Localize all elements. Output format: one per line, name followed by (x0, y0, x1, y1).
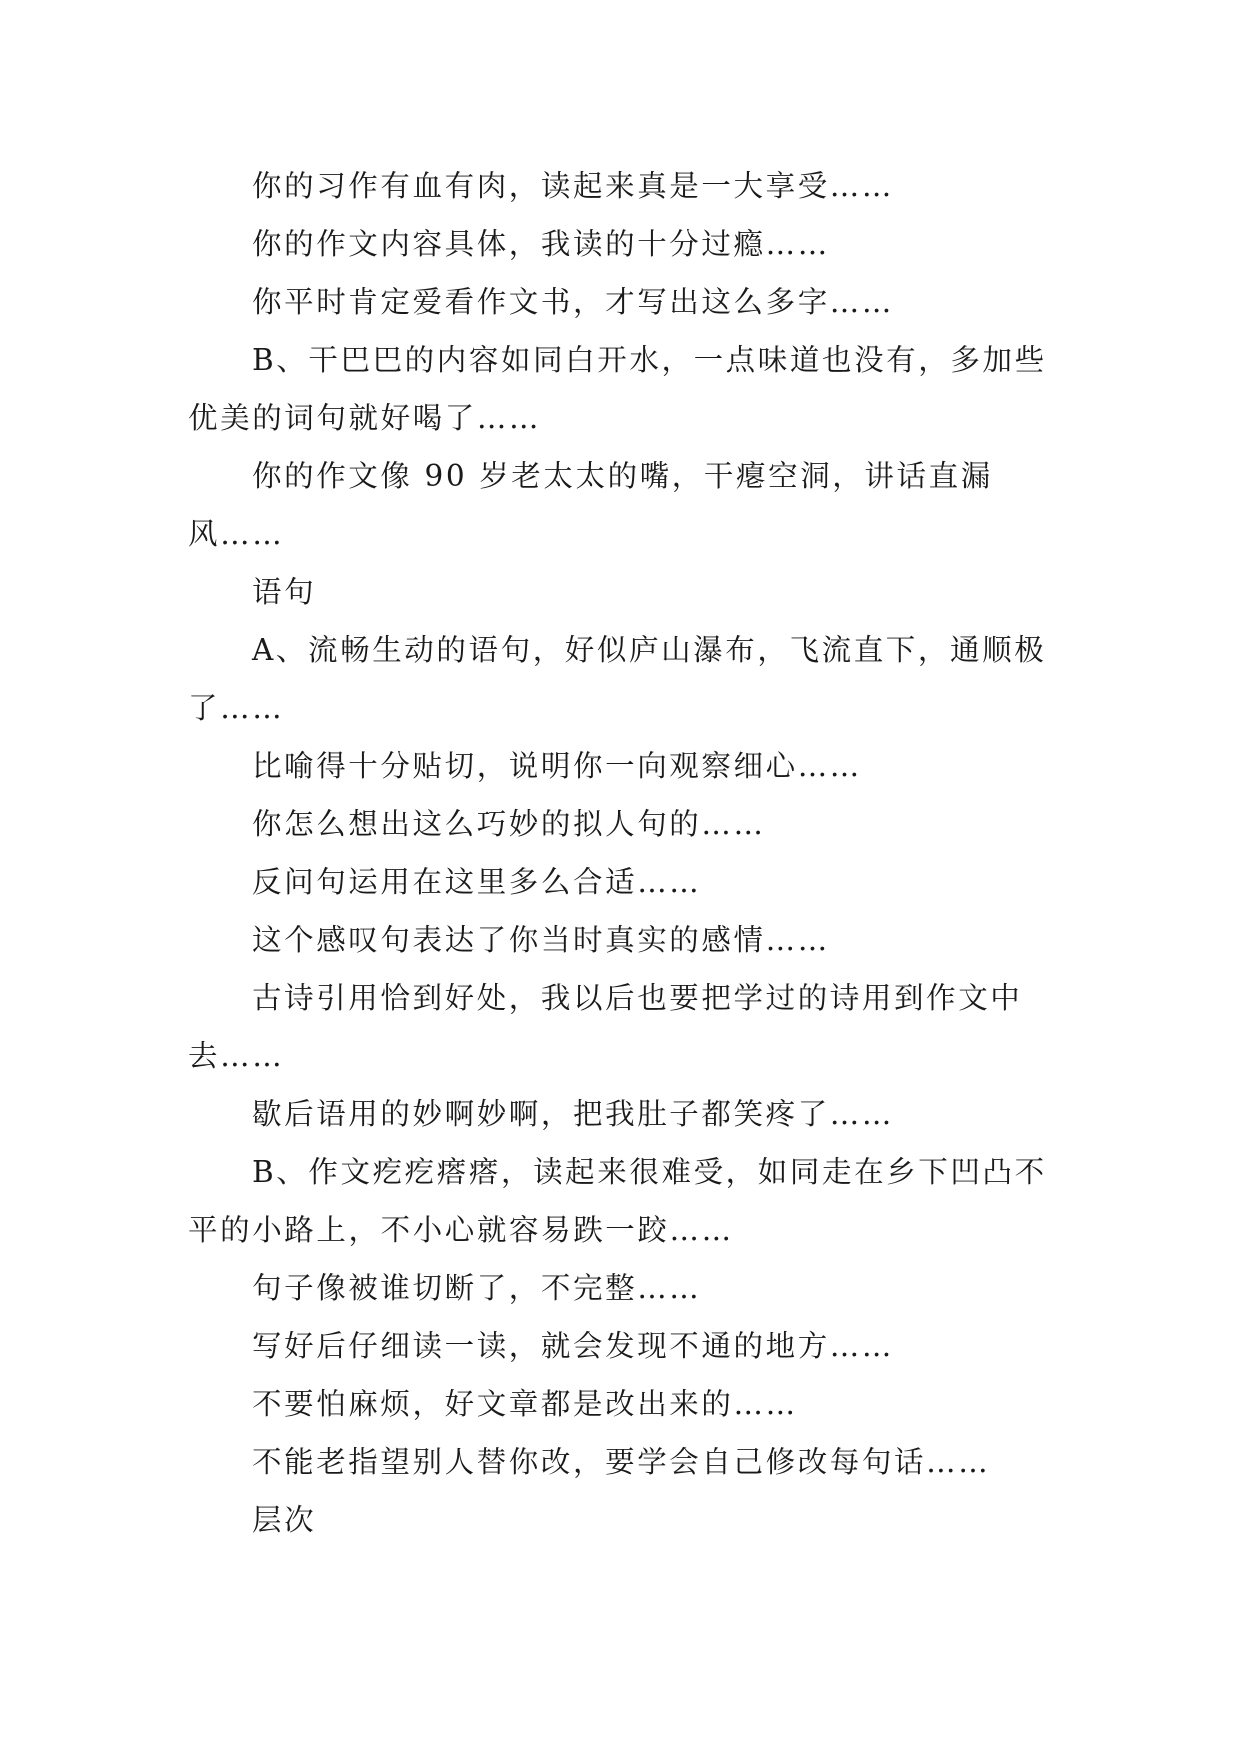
paragraph: A、流畅生动的语句，好似庐山瀑布，飞流直下，通顺极了…… (188, 633, 1047, 725)
paragraph: 古诗引用恰到好处，我以后也要把学过的诗用到作文中去…… (188, 981, 1023, 1073)
document-body (188, 157, 1058, 1549)
paragraph: 歇后语用的妙啊妙啊，把我肚子都笑疼了…… (252, 1097, 895, 1131)
paragraph: 写好后仔细读一读，就会发现不通的地方…… (252, 1329, 895, 1363)
paragraph: 这个感叹句表达了你当时真实的感情…… (252, 923, 830, 957)
paragraph: 不要怕麻烦，好文章都是改出来的…… (252, 1387, 798, 1421)
paragraph: 你的作文内容具体，我读的十分过瘾…… (252, 227, 830, 261)
paragraph: 你怎么想出这么巧妙的拟人句的…… (252, 807, 766, 841)
paragraph: 你的作文像 90 岁老太太的嘴，干瘪空洞，讲话直漏风…… (188, 459, 993, 551)
paragraph: B、作文疙疙瘩瘩，读起来很难受，如同走在乡下凹凸不平的小路上，不小心就容易跌一跤…… (188, 1155, 1047, 1247)
paragraph: 你的习作有血有肉，读起来真是一大享受…… (252, 169, 895, 203)
paragraph: 不能老指望别人替你改，要学会自己修改每句话…… (252, 1445, 991, 1479)
paragraph: 反问句运用在这里多么合适…… (252, 865, 702, 899)
paragraph: 句子像被谁切断了，不完整…… (252, 1271, 702, 1305)
paragraph: 比喻得十分贴切，说明你一向观察细心…… (252, 749, 862, 783)
paragraph: 你平时肯定爱看作文书，才写出这么多字…… (252, 285, 895, 319)
paragraph: B、干巴巴的内容如同白开水，一点味道也没有，多加些优美的词句就好喝了…… (188, 343, 1047, 435)
section-heading: 层次 (252, 1503, 317, 1537)
section-heading: 语句 (252, 575, 317, 609)
